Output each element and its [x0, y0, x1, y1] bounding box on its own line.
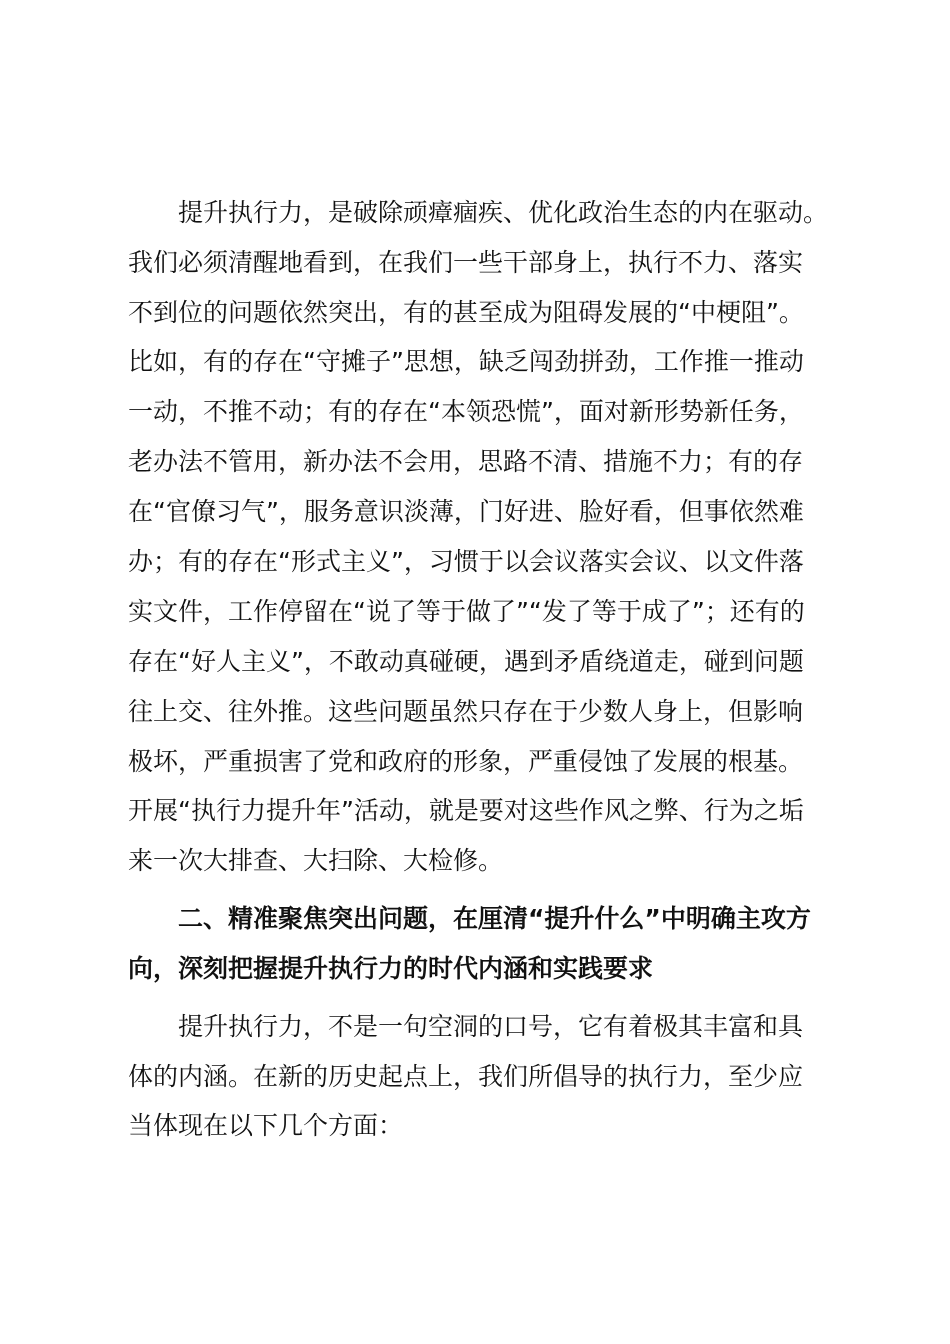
text-line: 提升执行力，是破除顽瘴痼疾、优化政治生态的内在驱动。 — [178, 198, 829, 227]
heading-line: 二、精准聚焦突出问题，在厘清“提升什么”中明确主攻方 — [178, 904, 811, 933]
text-line: 往上交、往外推。这些问题虽然只存在于少数人身上，但影响 — [128, 697, 804, 726]
text-line: 在“官僚习气”，服务意识淡薄，门好进、脸好看，但事依然难 — [128, 497, 804, 526]
text-line: 我们必须清醒地看到，在我们一些干部身上，执行不力、落实 — [128, 248, 804, 277]
text-line: 提升执行力，不是一句空洞的口号，它有着极其丰富和具 — [178, 1012, 804, 1041]
heading-line: 向，深刻把握提升执行力的时代内涵和实践要求 — [128, 954, 654, 983]
text-line: 当体现在以下几个方面： — [128, 1111, 404, 1140]
text-line: 存在“好人主义”，不敢动真碰硬，遇到矛盾绕道走，碰到问题 — [128, 647, 804, 676]
text-line: 不到位的问题依然突出，有的甚至成为阻碍发展的“中梗阻”。 — [128, 298, 804, 327]
text-line: 老办法不管用，新办法不会用，思路不清、措施不力；有的存 — [128, 447, 804, 476]
text-line: 体的内涵。在新的历史起点上，我们所倡导的执行力，至少应 — [128, 1062, 804, 1091]
text-line: 办；有的存在“形式主义”，习惯于以会议落实会议、以文件落 — [128, 547, 804, 576]
text-line: 实文件，工作停留在“说了等于做了”“发了等于成了”；还有的 — [128, 597, 805, 626]
text-line: 开展“执行力提升年”活动，就是要对这些作风之弊、行为之垢 — [128, 796, 804, 825]
text-line: 极坏，严重损害了党和政府的形象，严重侵蚀了发展的根基。 — [128, 747, 804, 776]
text-line: 来一次大排查、大扫除、大检修。 — [128, 846, 504, 875]
text-line: 比如，有的存在“守摊子”思想，缺乏闯劲拼劲，工作推一推动 — [128, 347, 804, 376]
text-line: 一动，不推不动；有的存在“本领恐慌”，面对新形势新任务， — [128, 397, 804, 426]
